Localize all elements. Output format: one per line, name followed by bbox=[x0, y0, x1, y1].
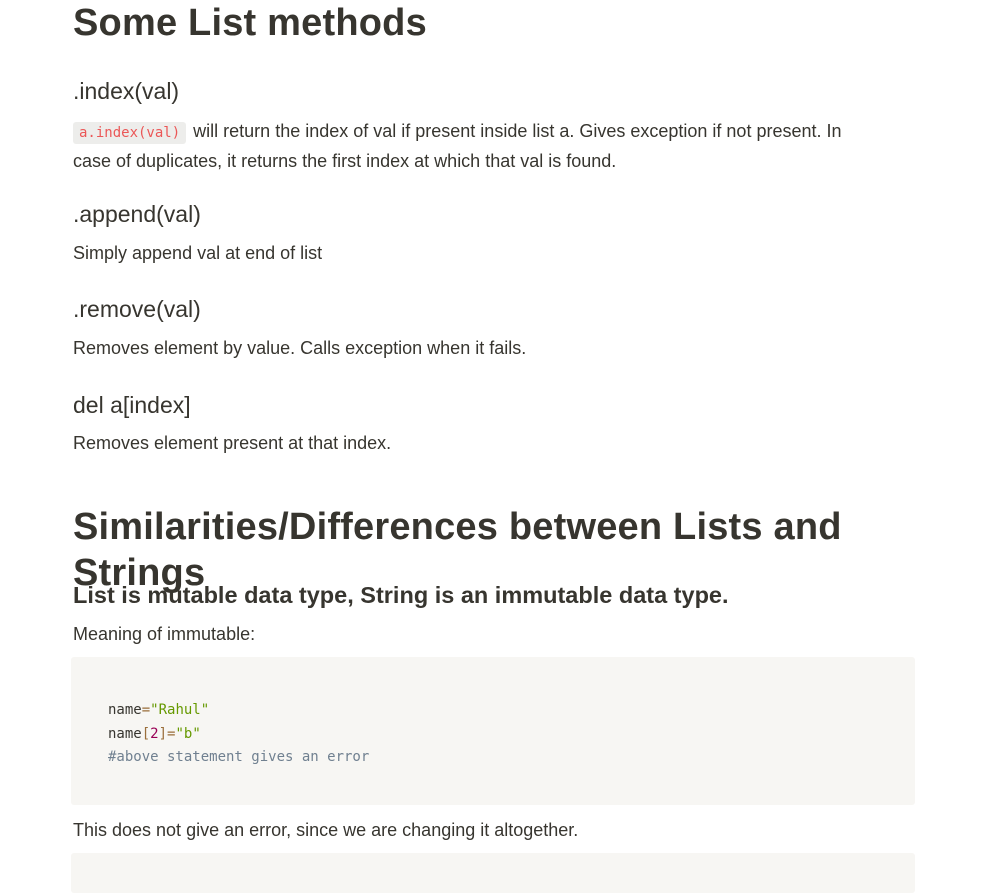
inline-code-index: a.index(val) bbox=[73, 122, 186, 144]
code-ident: name bbox=[108, 702, 142, 718]
code-bracket: [ bbox=[141, 725, 151, 742]
code-block bbox=[71, 657, 915, 805]
code-lines bbox=[108, 699, 369, 770]
code-line-3-comment: #above statement gives an error bbox=[108, 749, 370, 765]
code-operator: = bbox=[167, 725, 176, 742]
intro-immutable: Meaning of immutable: bbox=[73, 624, 256, 644]
section-title-list-methods: Some List methods bbox=[73, 2, 427, 44]
code-line-1 bbox=[108, 702, 209, 718]
code-string: "b" bbox=[175, 725, 201, 742]
index-desc-line1: will return the index of val if present inside list a. Gives exception if not present. In bbox=[193, 121, 842, 141]
method-description-index bbox=[73, 117, 915, 175]
method-description-append: Simply append val at end of list bbox=[73, 243, 323, 263]
method-heading-append: .append(val) bbox=[73, 201, 201, 227]
section-title-similarities: Similarities/Differences between Lists and Strings bbox=[73, 506, 842, 594]
code-bracket: ] bbox=[158, 725, 168, 742]
index-desc-line2: case of duplicates, it returns the first index at which that val is found. bbox=[73, 151, 617, 171]
after-code-text: This does not give an error, since we are changing it altogether. bbox=[73, 820, 579, 840]
method-heading-del: del a[index] bbox=[73, 392, 191, 418]
code-string: "Rahul" bbox=[150, 702, 210, 718]
subheading-mutability: List is mutable data type, String is an immutable data type. bbox=[73, 582, 729, 608]
code-line-2 bbox=[108, 726, 201, 742]
code-number: 2 bbox=[150, 725, 159, 742]
code-ident: name bbox=[108, 725, 142, 742]
method-heading-index: .index(val) bbox=[73, 78, 180, 104]
method-description-del: Removes element present at that index. bbox=[73, 433, 392, 453]
code-block-2 bbox=[71, 853, 915, 893]
method-description-remove: Removes element by value. Calls exception when it fails. bbox=[73, 338, 527, 358]
method-heading-remove: .remove(val) bbox=[73, 296, 201, 322]
code-operator: = bbox=[141, 702, 151, 718]
